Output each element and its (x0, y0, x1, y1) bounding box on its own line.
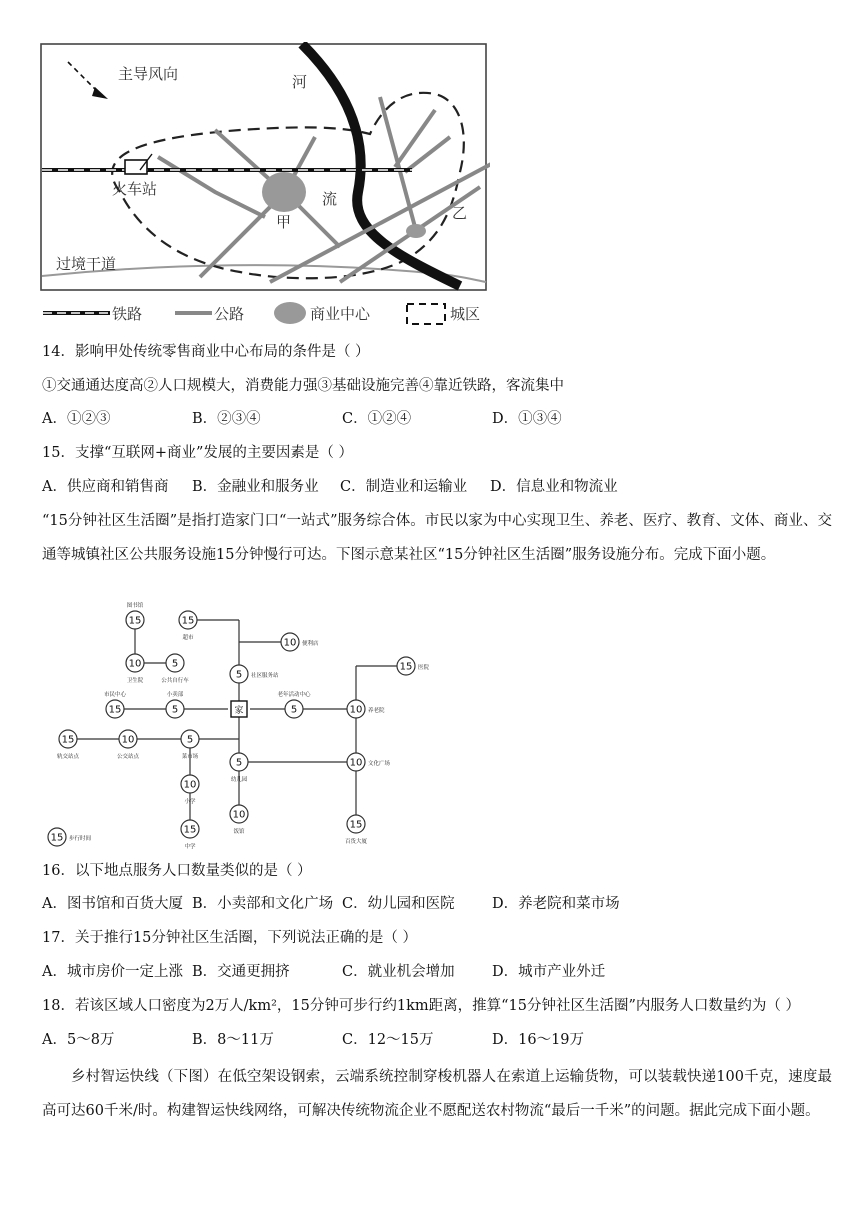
svg-text:甲: 甲 (276, 213, 292, 231)
node-kinder-label: 幼儿园 (230, 777, 248, 783)
node-legend-minutes: 15 (50, 832, 64, 844)
node-hospital-label: 医院 (418, 665, 430, 671)
commercial-center-yi (406, 224, 426, 238)
node-clinic-label: 卫生院 (126, 678, 144, 684)
node-nursing-label: 养老院 (368, 708, 385, 714)
node-shop-label: 小卖部 (166, 692, 184, 698)
node-supermarket-minutes: 15 (181, 615, 195, 627)
node-shop-minutes: 5 (171, 704, 179, 716)
node-service-label: 社区服务站 (251, 673, 279, 679)
node-rail-minutes: 15 (61, 734, 75, 746)
svg-text:铁路: 铁路 (112, 305, 143, 323)
node-market-label: 菜市场 (181, 754, 199, 760)
svg-text:过境干道: 过境干道 (56, 255, 117, 273)
node-bus-label: 公交站点 (116, 754, 140, 760)
node-senior-label: 老年活动中心 (277, 692, 311, 698)
q15-option-c[interactable]: C．制造业和运输业 (340, 479, 468, 495)
q18-option-b[interactable]: B．8～11万 (192, 1032, 274, 1048)
city-map-figure (40, 42, 490, 332)
node-middle-minutes: 15 (183, 824, 197, 836)
node-rail-label: 轨交站点 (56, 754, 80, 760)
node-supermarket-label: 超市 (182, 635, 194, 641)
q17-option-d[interactable]: D．城市产业外迁 (492, 964, 606, 980)
q14-stem: 14．影响甲处传统零售商业中心布局的条件是（ ） (42, 344, 370, 360)
svg-text:乙: 乙 (452, 204, 468, 222)
connection-lines (68, 620, 406, 824)
river (302, 44, 460, 286)
q16-option-b[interactable]: B．小卖部和文化广场 (192, 896, 334, 912)
node-nursing-minutes: 10 (349, 704, 363, 716)
node-hospital-minutes: 15 (399, 661, 413, 673)
q17-option-a[interactable]: A．城市房价一定上涨 (42, 964, 183, 980)
q14-items: ①交通通达度高②人口规模大，消费能力强③基础设施完善④靠近铁路，客流集中 (42, 378, 564, 394)
q16-stem: 16．以下地点服务人口数量类似的是（ ） (42, 863, 312, 879)
node-senior-minutes: 5 (290, 704, 298, 716)
passage-community: “15分钟社区生活圈”是指打造家门口“一站式”服务综合体。市民以家为中心实现卫生、养老、医疗、教育、文体、商业、交通等城镇社区公共服务设施15分钟慢行可达。下图示意某社区“15分钟社区生活圈”服务设施分布。完成下面小题。 (42, 513, 832, 563)
node-dept-minutes: 15 (349, 819, 363, 831)
node-restaurant-label: 饭馆 (233, 829, 245, 835)
node-bus-minutes: 10 (121, 734, 135, 746)
q15-stem: 15．支撑“互联网+商业”发展的主要因素是（ ） (42, 445, 354, 461)
svg-text:主导风向: 主导风向 (118, 65, 179, 83)
station-icon (125, 160, 147, 174)
node-square-minutes: 10 (349, 757, 363, 769)
svg-text:城区: 城区 (450, 305, 481, 323)
node-civic-label: 市民中心 (103, 692, 127, 698)
q14-option-c[interactable]: C．①②④ (342, 411, 412, 427)
node-clinic-minutes: 10 (128, 658, 142, 670)
node-square-label: 文化广场 (368, 761, 391, 767)
q18-stem: 18．若该区域人口密度为2万人/km²，15分钟可步行约1km距离，推算“15分钟社区生活圈”内服务人口数量约为（ ） (42, 998, 801, 1014)
q17-option-c[interactable]: C．就业机会增加 (342, 964, 455, 980)
svg-text:火车站: 火车站 (112, 180, 158, 198)
q15-option-a[interactable]: A．供应商和销售商 (42, 479, 169, 495)
q14-option-a[interactable]: A．①②③ (42, 411, 111, 427)
life-circle-figure (40, 600, 460, 850)
node-middle-label: 中学 (184, 844, 196, 850)
q15-option-d[interactable]: D．信息业和物流业 (490, 479, 618, 495)
wind-arrow-icon (92, 87, 108, 99)
q16-option-c[interactable]: C．幼儿园和医院 (342, 896, 455, 912)
node-primary-minutes: 10 (183, 779, 197, 791)
node-conv-minutes: 10 (283, 637, 297, 649)
node-conv-label: 便利店 (302, 641, 319, 647)
q14-option-d[interactable]: D．①③④ (492, 411, 562, 427)
svg-text:家: 家 (234, 706, 244, 716)
q18-option-d[interactable]: D．16～19万 (492, 1032, 585, 1048)
q18-option-a[interactable]: A．5～8万 (42, 1032, 115, 1048)
node-bike-label: 公共自行车 (161, 678, 189, 684)
q17-option-b[interactable]: B．交通更拥挤 (192, 964, 290, 980)
node-restaurant-minutes: 10 (232, 809, 246, 821)
q16-option-d[interactable]: D．养老院和菜市场 (492, 896, 620, 912)
q18-option-c[interactable]: C．12～15万 (342, 1032, 434, 1048)
map-legend (43, 302, 480, 324)
svg-text:商业中心: 商业中心 (310, 305, 371, 323)
passage-logistics: 乡村智运快线（下图）在低空架设钢索，云端系统控制穿梭机器人在索道上运输货物，可以装载快递100千克，速度最高可达60千米/时。构建智运快线网络，可解决传统物流企业不愿配送农村物流“最后一千米”的问题。据此完成下面小题。 (42, 1069, 832, 1119)
node-dept-label: 百货大厦 (344, 839, 368, 845)
node-service-minutes: 5 (235, 669, 243, 681)
q17-stem: 17．关于推行15分钟社区生活圈，下列说法正确的是（ ） (42, 930, 418, 946)
node-market-minutes: 5 (186, 734, 194, 746)
node-legend-label: 步行时间 (69, 836, 92, 842)
svg-text:河: 河 (292, 73, 308, 91)
q14-option-b[interactable]: B．②③④ (192, 411, 261, 427)
node-kinder-minutes: 5 (235, 757, 243, 769)
q16-option-a[interactable]: A．图书馆和百货大厦 (42, 896, 183, 912)
commercial-center-jia (262, 172, 306, 212)
q15-option-b[interactable]: B．金融业和服务业 (192, 479, 319, 495)
svg-text:公路: 公路 (214, 305, 245, 323)
node-bike-minutes: 5 (171, 658, 179, 670)
svg-text:流: 流 (322, 190, 338, 208)
node-civic-minutes: 15 (108, 704, 122, 716)
node-library-minutes: 15 (128, 615, 142, 627)
node-primary-label: 小学 (184, 799, 196, 805)
node-library-label: 图书馆 (126, 603, 144, 609)
